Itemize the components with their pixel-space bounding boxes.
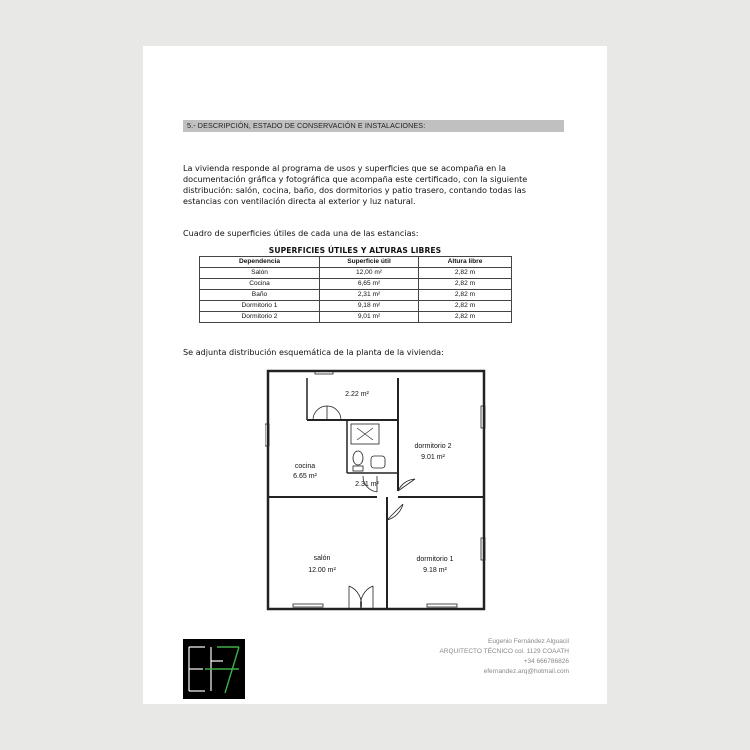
dormitorio1-area: 9.18 m² xyxy=(423,567,447,574)
dormitorio1-door xyxy=(387,504,403,520)
table-row xyxy=(200,301,512,312)
cell-altura: 2,82 m xyxy=(419,290,512,301)
author-title: ARQUITECTO TÉCNICO col. 1129 COAATH xyxy=(439,648,569,655)
patio-area: 2.22 m² xyxy=(345,391,369,398)
bano-area: 2.31 m² xyxy=(355,481,379,488)
table-caption: Cuadro de superficies útiles de cada una de las estancias: xyxy=(183,228,419,238)
author-name: Eugenio Fernández Alguacil xyxy=(488,638,569,645)
cell-altura: 2,82 m xyxy=(419,301,512,312)
intro-paragraph xyxy=(183,163,563,207)
dormitorio1-name: dormitorio 1 xyxy=(416,556,454,563)
author-email[interactable]: efernandez.arq@hotmail.com xyxy=(483,668,569,675)
cell-dependencia: Baño xyxy=(200,290,320,301)
patio-door xyxy=(327,406,341,420)
cocina-name: cocina xyxy=(294,463,316,470)
cell-dependencia: Dormitorio 1 xyxy=(200,301,320,312)
surface-table xyxy=(199,256,512,323)
outer-wall xyxy=(268,371,484,609)
table-row xyxy=(200,290,512,301)
cell-superficie: 6,65 m² xyxy=(320,279,419,290)
patio-door xyxy=(313,406,327,420)
logo xyxy=(183,639,245,699)
dormitorio2-name: dormitorio 2 xyxy=(414,443,452,450)
cell-altura: 2,82 m xyxy=(419,279,512,290)
intro-line: La vivienda responde al programa de usos y superficies que se acompaña en la xyxy=(183,163,506,173)
cell-superficie: 2,31 m² xyxy=(320,290,419,301)
toilet-icon xyxy=(353,451,363,465)
sink-icon xyxy=(371,456,385,468)
entrance-door xyxy=(349,586,362,609)
toilet-tank xyxy=(353,466,363,471)
plan-caption: Se adjunta distribución esquemática de la planta de la vivienda: xyxy=(183,347,444,357)
cell-dependencia: Salón xyxy=(200,268,320,279)
table-row xyxy=(200,279,512,290)
cell-dependencia: Cocina xyxy=(200,279,320,290)
cell-superficie: 9,18 m² xyxy=(320,301,419,312)
column-header-superficie: Superficie útil xyxy=(320,257,419,268)
column-header-dependencia: Dependencia xyxy=(200,257,320,268)
cell-dependencia: Dormitorio 2 xyxy=(200,312,320,323)
cell-superficie: 9,01 m² xyxy=(320,312,419,323)
author-block xyxy=(439,637,569,677)
cocina-area: 6.65 m² xyxy=(293,473,317,480)
window-marks xyxy=(265,371,485,607)
salon-name: salón xyxy=(313,555,331,562)
dormitorio2-area: 9.01 m² xyxy=(421,454,445,461)
table-row xyxy=(200,312,512,323)
floor-plan xyxy=(265,368,487,612)
table-row xyxy=(200,268,512,279)
table-header-row xyxy=(200,257,512,268)
section-title: 5.- DESCRIPCIÓN, ESTADO DE CONSERVACIÓN E INSTALACIONES: xyxy=(187,121,426,130)
dormitorio2-door xyxy=(398,479,415,491)
intro-line: estancias con ventilación directa al exterior y luz natural. xyxy=(183,196,416,206)
column-header-altura: Altura libre xyxy=(419,257,512,268)
table-title: SUPERFICIES ÚTILES Y ALTURAS LIBRES xyxy=(268,246,442,255)
intro-line: documentación gráfica y fotográfica que acompaña este certificado, con la siguiente xyxy=(183,174,528,184)
document-page xyxy=(143,46,607,704)
salon-area: 12.00 m² xyxy=(308,567,336,574)
author-phone: +34 666786826 xyxy=(523,658,569,665)
section-header-bar xyxy=(183,120,564,132)
intro-line: distribución: salón, cocina, baño, dos dormitorios y patio trasero, contando todas las xyxy=(183,185,526,195)
cell-superficie: 12,00 m² xyxy=(320,268,419,279)
cell-altura: 2,82 m xyxy=(419,312,512,323)
cell-altura: 2,82 m xyxy=(419,268,512,279)
entrance-door xyxy=(360,586,373,609)
